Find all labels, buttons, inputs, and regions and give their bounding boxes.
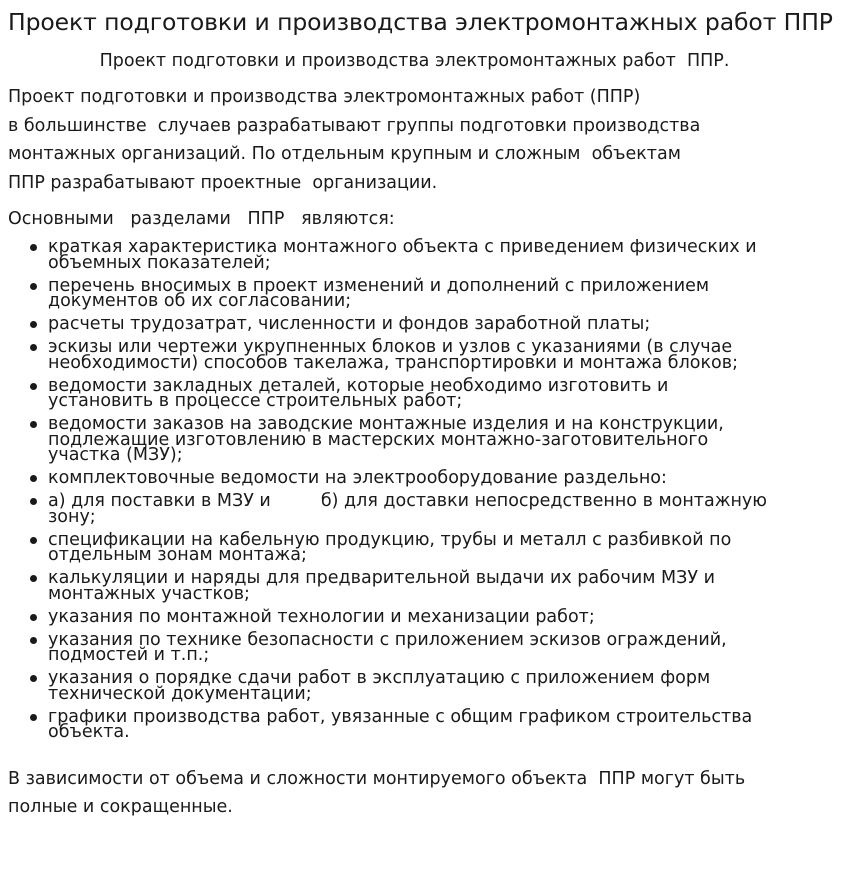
list-item [8, 529, 839, 565]
list-item [8, 629, 839, 665]
list-item-text: а) для поставки в МЗУ и б) для доставки непосредственно в монтажную зону; [48, 491, 768, 527]
bullet-icon [30, 575, 37, 582]
list-item-text: комплектовочные ведомости на электрооборудование раздельно: [48, 468, 667, 488]
list-item-text: калькуляции и наряды для предварительной выдачи их рабочим МЗУ и монтажных участков; [48, 568, 715, 604]
bullet-icon [30, 637, 37, 644]
bullet-icon [30, 498, 37, 505]
list-item-text: перечень вносимых в проект изменений и дополнений с приложением документов об их согласовании; [48, 275, 710, 311]
bullet-icon [30, 421, 37, 428]
list-item [8, 468, 839, 488]
bullet-icon [30, 714, 37, 721]
list-item-text: указания по монтажной технологии и механизации работ; [48, 606, 595, 627]
sections-heading: Основными разделами ППР являются: [8, 209, 395, 229]
list-item-text: графики производства работ, увязанные с общим графиком строительства объекта. [48, 706, 753, 742]
list-item [8, 491, 839, 527]
list-item-text: указания о порядке сдачи работ в эксплуатацию с приложением форм технической документации; [48, 668, 711, 704]
document-subtitle: Проект подготовки и производства электромонтажных работ ППР. [99, 51, 730, 71]
list-item-text: спецификации на кабельную продукцию, трубы и металл с разбивкой по отдельным зонам монтажа; [48, 529, 732, 565]
bullet-icon [30, 675, 37, 682]
bullet-icon [30, 344, 37, 351]
sections-list [8, 237, 839, 742]
bullet-icon [30, 614, 37, 621]
list-item-text: ведомости закладных деталей, которые необходимо изготовить и установить в процессе строительных работ; [48, 375, 669, 411]
outro-paragraph: В зависимости от объема и сложности монтируемого объекта ППР могут быть полные и сокращенные. [8, 768, 746, 817]
list-item [8, 237, 839, 273]
list-item [8, 375, 839, 411]
list-item [8, 668, 839, 704]
bullet-icon [30, 383, 37, 390]
intro-paragraph: Проект подготовки и производства электромонтажных работ (ППР) в большинстве случаев разрабатывают группы подготовки производства монтажных организаций. По отдельным крупным и сложным объектам ППР разрабатывают проектные организации. [8, 87, 701, 193]
list-item [8, 337, 839, 373]
bullet-icon [30, 537, 37, 544]
list-item [8, 314, 839, 334]
list-item-text: расчеты трудозатрат, численности и фондов заработной платы; [48, 314, 651, 334]
list-item-text: указания по технике безопасности с приложением эскизов ограждений, подмостей и т.п.; [48, 629, 727, 665]
list-item-text: эскизы или чертежи укрупненных блоков и узлов с указаниями (в случае необходимости) способов такелажа, транспортировки и монтажа блоков; [48, 337, 738, 373]
bullet-icon [30, 283, 37, 290]
list-item [8, 275, 839, 311]
list-item-text: ведомости заказов на заводские монтажные изделия и на конструкции, подлежащие изготовлению в мастерских монтажно-заготовительного участка (МЗУ); [48, 414, 724, 465]
page-title: Проект подготовки и производства электромонтажных работ ППР [8, 8, 833, 36]
list-item [8, 414, 839, 465]
list-item-text: краткая характеристика монтажного объекта с приведением физических и объемных показателей; [48, 237, 757, 273]
bullet-icon [30, 475, 37, 482]
document-page [8, 8, 839, 822]
bullet-icon [30, 244, 37, 251]
list-item [8, 568, 839, 604]
bullet-icon [30, 321, 37, 328]
list-item [8, 706, 839, 742]
list-item [8, 606, 839, 627]
